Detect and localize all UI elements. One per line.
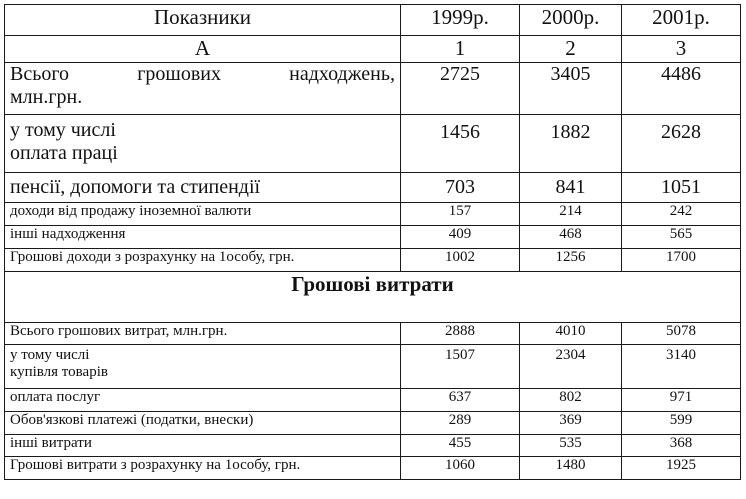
value-2001: 1925 (622, 457, 741, 480)
subheader-row (5, 36, 741, 63)
header-row (5, 5, 741, 36)
subheader-label: А (5, 36, 401, 63)
value-2000: 802 (520, 389, 622, 412)
value-2001: 3140 (622, 345, 741, 389)
section-row (5, 272, 741, 323)
table-row (5, 323, 741, 345)
row-label: інші витрати (5, 435, 401, 457)
row-label: інші надходження (5, 226, 401, 249)
value-2000: 841 (520, 173, 622, 203)
row-label: Грошові доходи з розрахунку на 1особу, грн. (5, 249, 401, 272)
row-label: пенсії, допомоги та стипендії (5, 173, 401, 203)
value-1999: 409 (401, 226, 520, 249)
header-year-2000: 2000р. (520, 5, 622, 36)
table-row (5, 63, 741, 115)
header-year-1999: 1999р. (401, 5, 520, 36)
value-2001: 4486 (622, 63, 741, 115)
header-label: Показники (5, 5, 401, 36)
row-label-line: у тому числі (10, 347, 90, 363)
row-label: Грошові витрати з розрахунку на 1особу, грн. (5, 457, 401, 480)
value-1999: 1002 (401, 249, 520, 272)
row-label-line: млн.грн. (10, 86, 83, 108)
value-1999: 1507 (401, 345, 520, 389)
value-2001: 368 (622, 435, 741, 457)
value-2001: 565 (622, 226, 741, 249)
value-2000: 4010 (520, 323, 622, 345)
header-year-2001: 2001р. (622, 5, 741, 36)
row-label-line: у тому числі (10, 119, 116, 141)
value-1999: 2888 (401, 323, 520, 345)
row-label (5, 63, 401, 115)
table-row (5, 115, 741, 173)
table-row (5, 435, 741, 457)
value-1999: 1456 (401, 115, 520, 173)
table-row (5, 412, 741, 435)
table-row (5, 249, 741, 272)
value-2000: 468 (520, 226, 622, 249)
row-label: Обов'язкові платежі (податки, внески) (5, 412, 401, 435)
table-row (5, 457, 741, 480)
row-label (5, 345, 401, 389)
table-row (5, 226, 741, 249)
value-2001: 1051 (622, 173, 741, 203)
row-label (5, 115, 401, 173)
subheader-col-1: 1 (401, 36, 520, 63)
row-label: оплата послуг (5, 389, 401, 412)
value-1999: 2725 (401, 63, 520, 115)
row-label: Всього грошових витрат, млн.грн. (5, 323, 401, 345)
value-1999: 157 (401, 203, 520, 226)
value-2000: 2304 (520, 345, 622, 389)
subheader-col-2: 2 (520, 36, 622, 63)
section-title: Грошові витрати (5, 272, 741, 323)
value-1999: 289 (401, 412, 520, 435)
value-1999: 455 (401, 435, 520, 457)
value-2001: 1700 (622, 249, 741, 272)
value-2000: 369 (520, 412, 622, 435)
row-label-line: Всього грошових надходжень, (10, 63, 395, 85)
value-2000: 1882 (520, 115, 622, 173)
value-1999: 637 (401, 389, 520, 412)
value-1999: 1060 (401, 457, 520, 480)
row-label-line: купівля товарів (10, 364, 108, 381)
income-expense-table (4, 4, 741, 480)
value-2001: 242 (622, 203, 741, 226)
value-2000: 3405 (520, 63, 622, 115)
subheader-col-3: 3 (622, 36, 741, 63)
value-2000: 214 (520, 203, 622, 226)
value-2001: 971 (622, 389, 741, 412)
table-row (5, 389, 741, 412)
row-label: доходи від продажу іноземної валюти (5, 203, 401, 226)
table-row (5, 173, 741, 203)
value-2001: 5078 (622, 323, 741, 345)
value-2001: 599 (622, 412, 741, 435)
value-2000: 1480 (520, 457, 622, 480)
table-row (5, 345, 741, 389)
value-2000: 535 (520, 435, 622, 457)
value-2001: 2628 (622, 115, 741, 173)
value-1999: 703 (401, 173, 520, 203)
value-2000: 1256 (520, 249, 622, 272)
row-label-line: оплата праці (10, 142, 118, 164)
table-row (5, 203, 741, 226)
